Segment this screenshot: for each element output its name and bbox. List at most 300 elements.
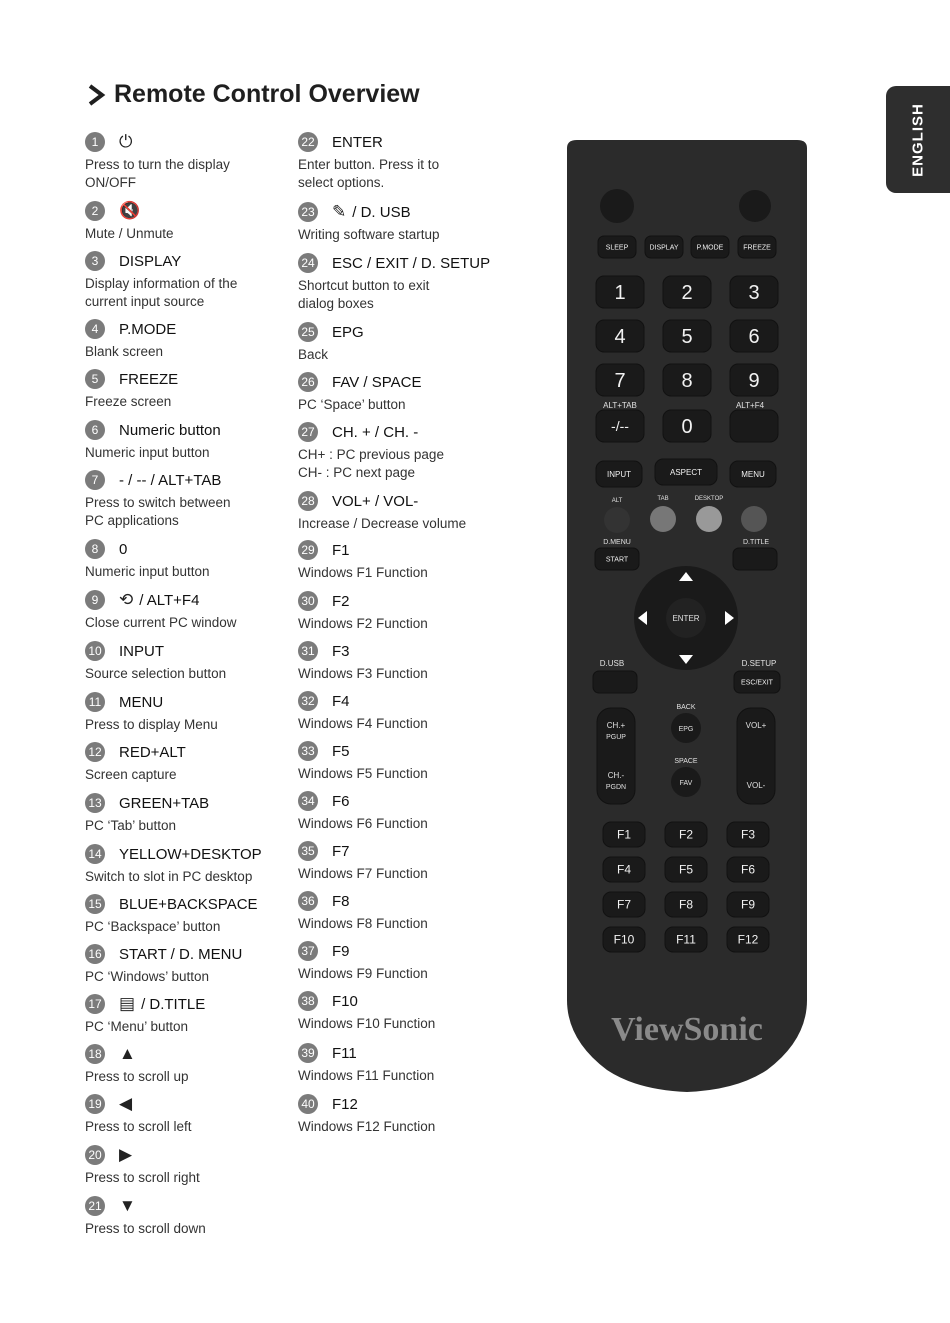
volminus-label: VOL- xyxy=(746,781,766,790)
legend-item-head xyxy=(298,252,498,274)
legend-item-description: Press to scroll up xyxy=(85,1069,189,1084)
legend-item xyxy=(298,940,498,983)
triangle-up-icon: ▲ xyxy=(119,1044,136,1063)
number-badge: 36 xyxy=(298,891,318,911)
number-badge: 25 xyxy=(298,322,318,342)
legend-item xyxy=(85,1144,285,1187)
legend-item-description: Press to turn the display ON/OFF xyxy=(85,157,230,190)
function-key-f3-label: F3 xyxy=(740,827,756,842)
page-title xyxy=(86,80,420,109)
legend-item-description: PC ‘Menu’ button xyxy=(85,1019,189,1034)
function-key-f12[interactable] xyxy=(727,927,769,952)
number-badge: 4 xyxy=(85,319,105,339)
legend-item xyxy=(298,740,498,783)
legend-item-head xyxy=(85,843,285,865)
legend-item-head xyxy=(298,790,498,812)
aspect-button-label: ASPECT xyxy=(669,467,703,477)
legend-item xyxy=(85,200,285,243)
legend-item-description: Windows F8 Function xyxy=(298,916,428,931)
legend-item-head xyxy=(85,943,285,965)
number-badge: 37 xyxy=(298,941,318,961)
legend-item xyxy=(85,250,285,311)
legend-item-description: Windows F9 Function xyxy=(298,966,428,981)
pgup-label: PGUP xyxy=(606,734,626,741)
legend-item-description: Press to switch between PC applications xyxy=(85,495,231,528)
numeric-button-1-label: 1 xyxy=(614,282,626,304)
number-badge: 2 xyxy=(85,201,105,221)
legend-item-label: / D.TITLE xyxy=(141,995,206,1013)
legend-item-head xyxy=(298,371,498,393)
legend-item-description: Increase / Decrease volume xyxy=(298,516,467,531)
legend-item-description: PC ‘Tab’ button xyxy=(85,818,177,833)
menu-button-label: MENU xyxy=(741,469,765,479)
legend-item xyxy=(298,1042,498,1085)
legend-item xyxy=(85,691,285,734)
yellow-desktop-button[interactable] xyxy=(696,506,722,532)
legend-item-description: Windows F7 Function xyxy=(298,866,428,881)
legend-item-description: Screen capture xyxy=(85,767,177,782)
numeric-button-8[interactable] xyxy=(663,364,711,396)
numeric-button-5-label: 5 xyxy=(681,326,693,348)
number-badge: 5 xyxy=(85,369,105,389)
pgdn-label: PGDN xyxy=(605,784,627,791)
legend-item-description: Freeze screen xyxy=(85,394,172,409)
legend-item-label: F4 xyxy=(332,692,350,710)
legend-item-head xyxy=(85,640,285,662)
legend-item-label: RED+ALT xyxy=(119,743,186,761)
number-badge: 1 xyxy=(85,132,105,152)
legend-item xyxy=(298,590,498,633)
power-icon: ⏻ xyxy=(119,132,133,151)
legend-item-description: Windows F10 Function xyxy=(298,1016,436,1031)
triangle-down-icon: ▼ xyxy=(119,1196,136,1215)
function-key-f5-label: F5 xyxy=(678,862,694,877)
legend-item-description: Shortcut button to exit dialog boxes xyxy=(298,278,430,311)
legend-item-head xyxy=(85,538,285,560)
fav-label: FAV xyxy=(679,780,693,787)
legend-item xyxy=(85,419,285,462)
legend-item-head xyxy=(298,690,498,712)
legend-item xyxy=(298,990,498,1033)
legend-item-label: F2 xyxy=(332,592,350,610)
number-badge: 3 xyxy=(85,251,105,271)
legend-item-description: Switch to slot in PC desktop xyxy=(85,869,253,884)
legend-item-description: Source selection button xyxy=(85,666,227,681)
function-key-f5[interactable] xyxy=(665,857,707,882)
legend-item-head xyxy=(298,421,498,443)
legend-item-head xyxy=(298,1042,498,1064)
legend-item xyxy=(298,840,498,883)
legend-item-head xyxy=(85,1144,285,1166)
number-badge: 15 xyxy=(85,894,105,914)
legend-item-head xyxy=(298,890,498,912)
legend-item-label: / ALT+F4 xyxy=(139,591,200,609)
dtitle-button[interactable] xyxy=(733,548,777,570)
legend-item xyxy=(85,943,285,986)
numeric-button-4[interactable] xyxy=(596,320,644,352)
function-key-f4-label: F4 xyxy=(616,862,632,877)
number-badge: 40 xyxy=(298,1094,318,1114)
number-badge: 13 xyxy=(85,793,105,813)
legend-item-description: Mute / Unmute xyxy=(85,226,174,241)
function-key-f7-label: F7 xyxy=(616,897,632,912)
legend-item xyxy=(85,1195,285,1238)
legend-item-label: F5 xyxy=(332,742,350,760)
legend-item-label: FAV / SPACE xyxy=(332,373,422,391)
legend-item-head xyxy=(85,200,285,222)
legend-item-label: START / D. MENU xyxy=(119,945,243,963)
legend-item xyxy=(85,131,285,192)
legend-item-label: GREEN+TAB xyxy=(119,794,210,812)
chevron-right-icon xyxy=(86,83,108,107)
legend-item xyxy=(298,640,498,683)
dusb-label: D.USB xyxy=(599,659,625,668)
pen-button[interactable] xyxy=(593,671,637,693)
function-key-f9[interactable] xyxy=(727,892,769,917)
number-badge: 23 xyxy=(298,202,318,222)
legend-item xyxy=(85,368,285,411)
sleep-button-label: SLEEP xyxy=(605,244,629,252)
pmode-button-label: P.MODE xyxy=(696,244,724,252)
triangle-left-icon: ◀ xyxy=(119,1094,133,1113)
legend-item-head xyxy=(298,590,498,612)
legend-item-description: PC ‘Backspace’ button xyxy=(85,919,221,934)
numeric-button-9-label: 9 xyxy=(748,370,760,392)
number-badge: 10 xyxy=(85,641,105,661)
number-badge: 11 xyxy=(85,692,105,712)
legend-item-head xyxy=(298,640,498,662)
numeric-button-0-label: 0 xyxy=(681,416,693,438)
legend-item-description: PC ‘Windows’ button xyxy=(85,969,210,984)
legend-item-head xyxy=(85,589,285,611)
chplus-label: CH.+ xyxy=(606,721,626,730)
legend-item-label: F9 xyxy=(332,942,350,960)
legend-item-head xyxy=(85,792,285,814)
legend-item-description: Press to scroll down xyxy=(85,1221,206,1236)
legend-item xyxy=(298,790,498,833)
legend-item-label: F3 xyxy=(332,642,350,660)
legend-item-description: Windows F1 Function xyxy=(298,565,428,580)
legend-item-head xyxy=(298,1093,498,1115)
desktop-label: DESKTOP xyxy=(694,496,724,502)
numeric-button-2-label: 2 xyxy=(681,282,693,304)
legend-item-description: Press to display Menu xyxy=(85,717,218,732)
freeze-button-label: FREEZE xyxy=(743,244,771,252)
legend-item xyxy=(298,490,498,533)
chminus-label: CH.- xyxy=(607,771,625,780)
legend-item xyxy=(298,321,498,364)
legend-item xyxy=(85,640,285,683)
legend-item-head xyxy=(85,993,285,1015)
legend-item-description: Windows F4 Function xyxy=(298,716,428,731)
numeric-button-9[interactable] xyxy=(730,364,778,396)
volplus-label: VOL+ xyxy=(745,721,767,730)
legend-item xyxy=(298,371,498,414)
function-key-f3[interactable] xyxy=(727,822,769,847)
legend-item-head xyxy=(298,131,498,153)
legend-item-description: Windows F11 Function xyxy=(298,1068,435,1083)
legend-item-label: MENU xyxy=(119,693,164,711)
legend-item-head xyxy=(298,940,498,962)
legend-item-description: CH+ : PC previous page CH- : PC next page xyxy=(298,447,444,480)
legend-item-head xyxy=(298,321,498,343)
legend-item-label: FREEZE xyxy=(119,370,179,388)
escexit-button-label: ESC/EXIT xyxy=(741,679,773,687)
input-button[interactable] xyxy=(596,461,642,487)
number-badge: 33 xyxy=(298,741,318,761)
number-badge: 17 xyxy=(85,994,105,1014)
legend-item-description: Windows F3 Function xyxy=(298,666,428,681)
function-key-f10[interactable] xyxy=(603,927,645,952)
legend-item xyxy=(298,252,498,313)
legend-item-label: F6 xyxy=(332,792,350,810)
legend-item xyxy=(85,843,285,886)
number-badge: 21 xyxy=(85,1196,105,1216)
legend-item-description: Windows F5 Function xyxy=(298,766,428,781)
legend-item-label: INPUT xyxy=(119,642,164,660)
function-key-f4[interactable] xyxy=(603,857,645,882)
legend-item-description: Close current PC window xyxy=(85,615,237,630)
number-badge: 16 xyxy=(85,944,105,964)
legend-item-label: BLUE+BACKSPACE xyxy=(119,895,258,913)
function-key-f8[interactable] xyxy=(665,892,707,917)
legend-item-head xyxy=(85,469,285,491)
number-badge: 22 xyxy=(298,132,318,152)
legend-item xyxy=(298,690,498,733)
legend-item-description: Enter button. Press it to select options. xyxy=(298,157,440,190)
legend-item-description: Press to scroll right xyxy=(85,1170,200,1185)
number-badge: 8 xyxy=(85,539,105,559)
legend-item-head xyxy=(85,741,285,763)
language-tab xyxy=(886,86,950,193)
legend-item-label: 0 xyxy=(119,540,128,558)
function-key-f1[interactable] xyxy=(603,822,645,847)
legend-item xyxy=(85,589,285,632)
legend-item-label: F12 xyxy=(332,1095,358,1113)
start-button[interactable] xyxy=(595,548,639,570)
brand-logo: ViewSonic xyxy=(611,1011,763,1048)
mute-button[interactable] xyxy=(739,190,771,222)
dtitle-label: D.TITLE xyxy=(742,539,770,546)
legend-item-head xyxy=(298,490,498,512)
function-key-f2[interactable] xyxy=(665,822,707,847)
legend-item-label: F10 xyxy=(332,992,358,1010)
legend-item xyxy=(85,993,285,1036)
pmode-button[interactable] xyxy=(691,236,729,258)
numeric-button-7[interactable] xyxy=(596,364,644,396)
number-badge: 19 xyxy=(85,1094,105,1114)
legend-item-label: EPG xyxy=(332,323,364,341)
number-badge: 28 xyxy=(298,491,318,511)
start-button-label: START xyxy=(605,556,629,564)
legend-item-description: Numeric input button xyxy=(85,445,210,460)
numeric-button-5[interactable] xyxy=(663,320,711,352)
display-button[interactable] xyxy=(645,236,683,258)
legend-item-head xyxy=(85,318,285,340)
mute-icon: 🔇 xyxy=(119,201,141,220)
legend-item xyxy=(85,318,285,361)
alt-tab-label: ALT+TAB xyxy=(603,401,637,410)
legend-item-label: / D. USB xyxy=(352,203,411,221)
number-badge: 32 xyxy=(298,691,318,711)
number-badge: 39 xyxy=(298,1043,318,1063)
function-key-f1-label: F1 xyxy=(616,827,632,842)
legend-item-description: Windows F6 Function xyxy=(298,816,428,831)
legend-item-head xyxy=(85,131,285,153)
number-badge: 29 xyxy=(298,540,318,560)
input-button-label: INPUT xyxy=(607,469,631,479)
function-key-f10-label: F10 xyxy=(613,932,635,947)
legend-item-label: ESC / EXIT / D. SETUP xyxy=(332,254,491,272)
legend-item xyxy=(298,539,498,582)
numeric-button-6[interactable] xyxy=(730,320,778,352)
legend-item-head xyxy=(298,539,498,561)
alt-f4-label: ALT+F4 xyxy=(735,401,765,410)
number-badge: 30 xyxy=(298,591,318,611)
legend-item-description: Back xyxy=(298,347,329,362)
function-key-f7[interactable] xyxy=(603,892,645,917)
legend-item xyxy=(298,421,498,482)
legend-item-head xyxy=(85,419,285,441)
function-key-f11-label: F11 xyxy=(676,932,696,947)
tab-label: TAB xyxy=(657,496,669,502)
number-badge: 18 xyxy=(85,1044,105,1064)
dash-button[interactable] xyxy=(596,410,644,442)
numeric-button-2[interactable] xyxy=(663,276,711,308)
legend-item-label: - / -- / ALT+TAB xyxy=(119,471,222,489)
green-tab-button[interactable] xyxy=(650,506,676,532)
legend-item-label: F1 xyxy=(332,541,350,559)
language-tab-label: ENGLISH xyxy=(909,102,927,177)
number-badge: 6 xyxy=(85,420,105,440)
back-label: BACK xyxy=(676,704,696,711)
display-button-label: DISPLAY xyxy=(649,244,679,252)
legend-item xyxy=(85,893,285,936)
numeric-button-3[interactable] xyxy=(730,276,778,308)
function-key-f2-label: F2 xyxy=(678,827,694,842)
dsetup-label: D.SETUP xyxy=(741,659,777,668)
legend-item-head xyxy=(298,990,498,1012)
escexit-button[interactable] xyxy=(734,671,780,693)
legend-item-head xyxy=(85,893,285,915)
legend-item-description: Writing software startup xyxy=(298,227,440,242)
close-window-button[interactable] xyxy=(730,410,778,442)
legend-item-description: Press to scroll left xyxy=(85,1119,192,1134)
function-key-f12-label: F12 xyxy=(737,932,759,947)
legend-item-label: DISPLAY xyxy=(119,252,182,270)
legend-item-description: Windows F2 Function xyxy=(298,616,428,631)
numeric-button-4-label: 4 xyxy=(614,326,626,348)
function-key-f11[interactable] xyxy=(665,927,707,952)
number-badge: 38 xyxy=(298,991,318,1011)
number-badge: 9 xyxy=(85,590,105,610)
dmenu-label: D.MENU xyxy=(603,539,631,546)
legend-item-label: P.MODE xyxy=(119,320,177,338)
legend-item xyxy=(298,131,498,192)
legend-item-head xyxy=(85,250,285,272)
legend-item-label: ENTER xyxy=(332,133,383,151)
numeric-button-3-label: 3 xyxy=(748,282,760,304)
red-alt-button[interactable] xyxy=(604,507,630,533)
power-button[interactable] xyxy=(600,189,634,223)
number-badge: 27 xyxy=(298,422,318,442)
function-key-f9-label: F9 xyxy=(740,897,756,912)
remote-keys xyxy=(505,140,870,1140)
legend-item-description: PC ‘Space’ button xyxy=(298,397,406,412)
blue-backspace-button[interactable] xyxy=(741,506,767,532)
page-title-text: Remote Control Overview xyxy=(114,80,420,108)
legend-item-label: F11 xyxy=(332,1044,357,1062)
legend-item-label: CH. + / CH. - xyxy=(332,423,419,441)
number-badge: 24 xyxy=(298,253,318,273)
freeze-button[interactable] xyxy=(738,236,776,258)
numeric-button-0[interactable] xyxy=(663,410,711,442)
legend-item-head xyxy=(85,368,285,390)
legend-item-description: Display information of the current input source xyxy=(85,276,238,309)
aspect-button[interactable] xyxy=(655,459,717,485)
numeric-button-7-label: 7 xyxy=(614,370,626,392)
epg-label: EPG xyxy=(678,726,694,733)
legend-item-head xyxy=(85,691,285,713)
legend-item-head xyxy=(85,1195,285,1217)
number-badge: 34 xyxy=(298,791,318,811)
number-badge: 26 xyxy=(298,372,318,392)
triangle-right-icon: ▶ xyxy=(119,1145,133,1164)
legend-item xyxy=(298,890,498,933)
numeric-button-6-label: 6 xyxy=(748,326,760,348)
legend-item xyxy=(85,469,285,530)
legend-item-label: VOL+ / VOL- xyxy=(332,492,419,510)
menu-button[interactable] xyxy=(730,461,776,487)
alt-label: ALT xyxy=(611,498,623,504)
legend-item xyxy=(85,538,285,581)
enter-label: ENTER xyxy=(672,614,700,623)
legend-item xyxy=(85,1093,285,1136)
menu-doc-icon: ▤ xyxy=(119,994,136,1013)
legend-item-head xyxy=(298,201,498,223)
legend-item-label: F8 xyxy=(332,892,350,910)
legend-item xyxy=(85,741,285,784)
return-icon: ⟲ xyxy=(119,590,134,609)
numeric-button-8-label: 8 xyxy=(681,370,693,392)
legend-item xyxy=(298,201,498,244)
legend-item-head xyxy=(298,740,498,762)
pen-icon: ✎ xyxy=(332,202,347,221)
legend-item-description: Blank screen xyxy=(85,344,164,359)
dash-button-label: -/-- xyxy=(611,417,629,434)
number-badge: 31 xyxy=(298,641,318,661)
legend-item-description: Numeric input button xyxy=(85,564,210,579)
sleep-button[interactable] xyxy=(598,236,636,258)
legend-item-head xyxy=(298,840,498,862)
legend-item-label: Numeric button xyxy=(119,421,221,439)
function-key-f6[interactable] xyxy=(727,857,769,882)
legend-item-head xyxy=(85,1093,285,1115)
space-label: SPACE xyxy=(674,758,698,765)
legend-item-head xyxy=(85,1043,285,1065)
legend-item-description: Windows F12 Function xyxy=(298,1119,436,1134)
numeric-button-1[interactable] xyxy=(596,276,644,308)
number-badge: 12 xyxy=(85,742,105,762)
legend-item xyxy=(85,1043,285,1086)
legend-item xyxy=(298,1093,498,1136)
function-key-f6-label: F6 xyxy=(740,862,756,877)
function-key-f8-label: F8 xyxy=(678,897,694,912)
number-badge: 14 xyxy=(85,844,105,864)
number-badge: 7 xyxy=(85,470,105,490)
number-badge: 35 xyxy=(298,841,318,861)
legend-item-label: F7 xyxy=(332,842,350,860)
